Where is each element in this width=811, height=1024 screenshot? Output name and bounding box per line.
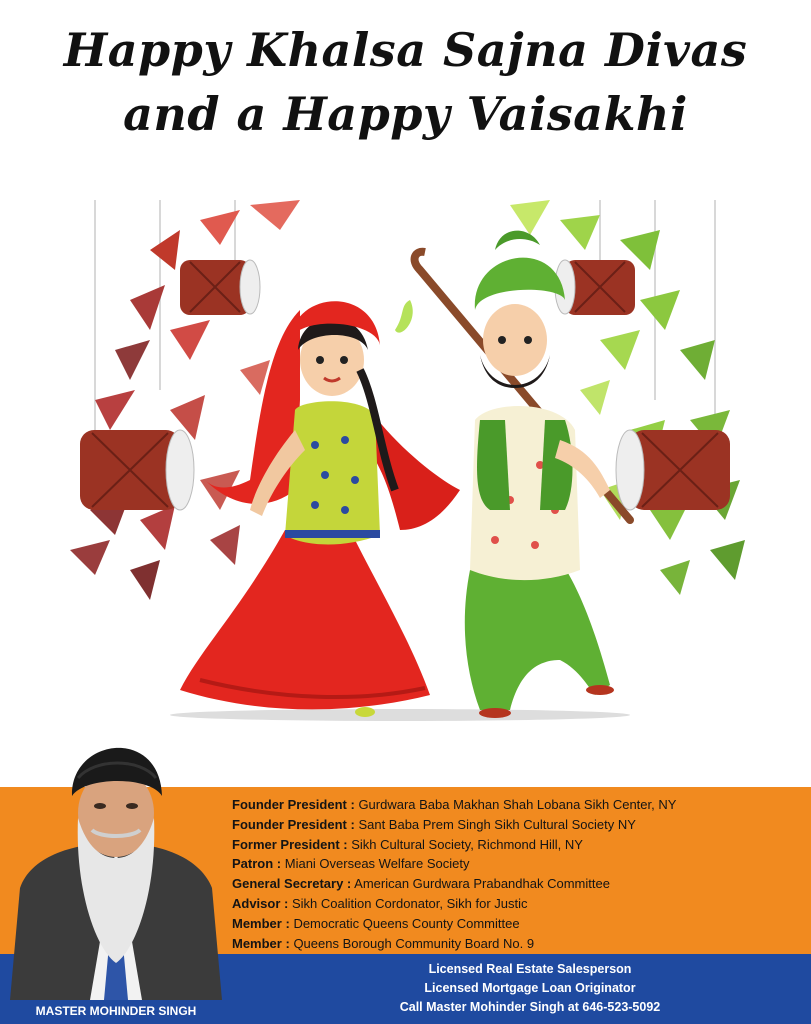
- headline-line-1: Happy Khalsa Sajna Divas: [63, 23, 748, 77]
- contact-line-real-estate: Licensed Real Estate Salesperson: [428, 962, 632, 976]
- credential-row: Member : Democratic Queens County Committee: [232, 915, 520, 931]
- contact-line-mortgage: Licensed Mortgage Loan Originator: [424, 981, 636, 995]
- headline: [0, 18, 811, 146]
- vaisakhi-dancers-illustration: [0, 190, 811, 730]
- woman-dancer: [180, 301, 460, 717]
- credential-row: Member : Queens Borough Community Board No. 9: [232, 935, 535, 951]
- credential-row: General Secretary : American Gurdwara Prabandhak Committee: [232, 876, 610, 892]
- credential-row: Advisor : Sikh Coalition Cordonator, Sikh for Justic: [232, 895, 528, 911]
- credentials-list: [232, 795, 802, 953]
- person-name-caption: MASTER MOHINDER SINGH: [35, 1004, 197, 1018]
- dhol-drum-upper-right: [555, 260, 635, 315]
- headline-line-2: and a Happy Vaisakhi: [123, 87, 688, 141]
- dhol-drum-upper-left: [180, 260, 260, 315]
- contact-line-phone: Call Master Mohinder Singh at 646-523-5092: [399, 1000, 661, 1014]
- contact-info: [330, 960, 730, 1017]
- portrait-photo: [0, 718, 232, 1000]
- credential-row: Founder President : Sant Baba Prem Singh Sikh Cultural Society NY: [232, 816, 636, 832]
- credential-row: Patron : Miani Overseas Welfare Society: [232, 856, 470, 872]
- credential-row: Founder President : Gurdwara Baba Makhan Shah Lobana Sikh Center, NY: [232, 797, 677, 812]
- dhol-drum-lower-left: [80, 430, 194, 510]
- dhol-drum-lower-right: [616, 430, 730, 510]
- credential-row: Former President : Sikh Cultural Society, Richmond Hill, NY: [232, 836, 583, 852]
